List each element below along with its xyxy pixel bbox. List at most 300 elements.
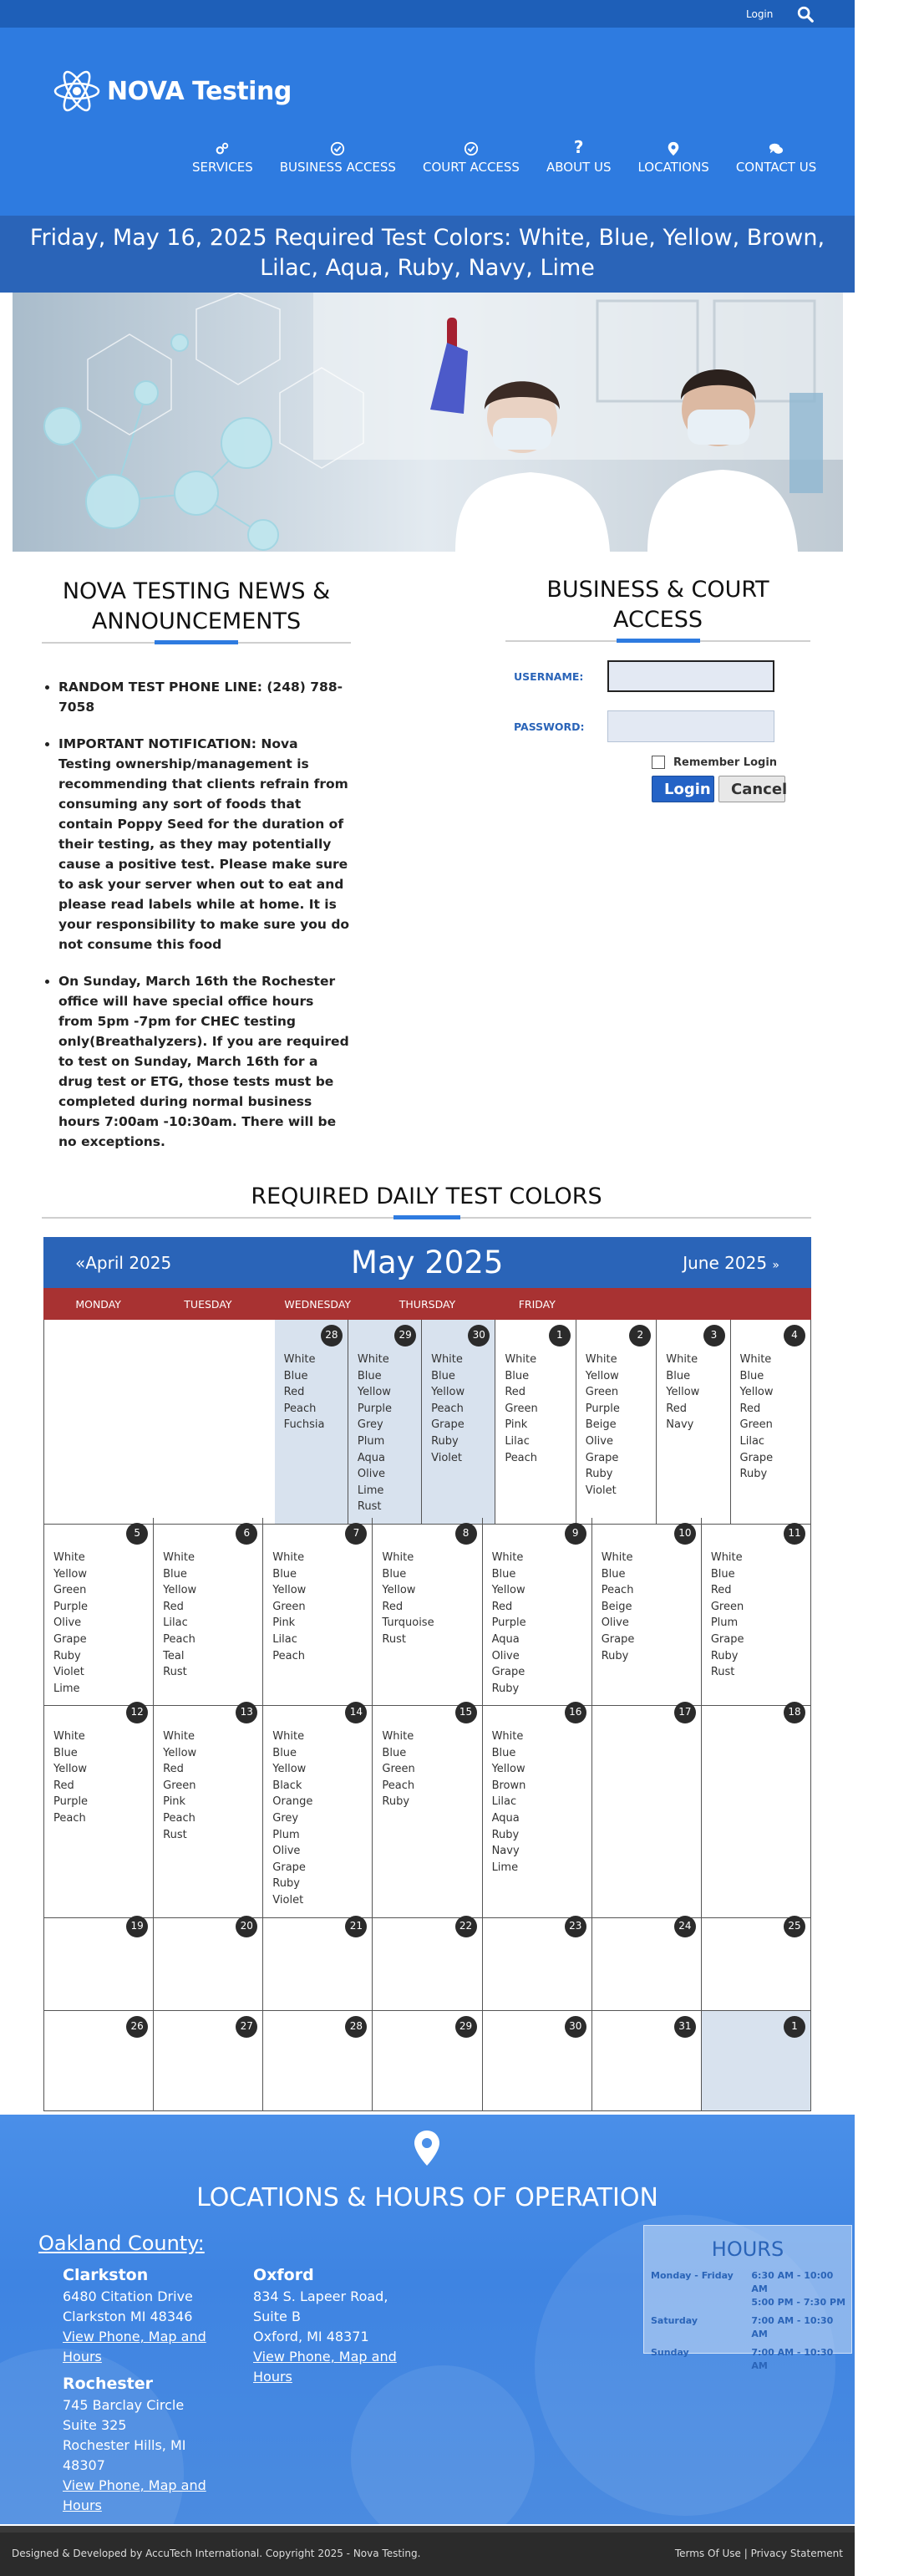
calendar-empty-cell <box>160 1320 275 1525</box>
calendar-day-cell <box>154 1518 263 1706</box>
terms-link[interactable]: Terms Of Use <box>674 2548 741 2559</box>
color-entry: Grey <box>357 1418 383 1432</box>
color-entry: Green <box>163 1779 196 1792</box>
check-circle-icon <box>330 141 345 156</box>
prev-month-link[interactable] <box>75 1253 171 1273</box>
color-entry: Yellow <box>53 1567 88 1581</box>
color-entry: White <box>710 1551 743 1564</box>
next-month-link[interactable] <box>683 1253 779 1273</box>
hours-day: Saturday <box>651 2315 698 2326</box>
atom-icon <box>52 66 102 116</box>
day-number: 18 <box>784 1702 805 1723</box>
color-entry: Pink <box>505 1418 528 1432</box>
color-entry: Pink <box>272 1616 296 1630</box>
day-number: 11 <box>784 1523 805 1545</box>
color-list <box>666 1352 721 1433</box>
calendar-day-cell <box>731 1320 812 1525</box>
day-number: 2 <box>629 1325 651 1347</box>
calendar-day-cell <box>657 1320 730 1525</box>
color-entry: Plum <box>272 1828 300 1841</box>
color-entry: Peach <box>431 1402 464 1415</box>
color-entry: Grape <box>272 1861 306 1874</box>
color-entry: Green <box>710 1600 744 1613</box>
day-number: 27 <box>236 2016 257 2038</box>
color-entry: Blue <box>505 1369 530 1382</box>
color-entry: Ruby <box>601 1649 629 1662</box>
color-entry: Rust <box>163 1666 187 1679</box>
color-list <box>711 1550 802 1681</box>
calendar-title: REQUIRED DAILY TEST COLORS <box>251 1184 602 1209</box>
color-list <box>492 1728 583 1876</box>
news-item: • IMPORTANT NOTIFICATION: Nova Testing ownership/management is recommending that clients refrain from consuming any sort of foods that contain Poppy Seed for the duration of their testing, as they may potentially cause a positive test. Please make sure to ask your server when out to eat and please read labels while at home. It is your responsibility to make sure you do not consume this food <box>58 734 351 955</box>
office-name: Rochester <box>63 2375 154 2393</box>
color-entry: Teal <box>163 1649 185 1662</box>
color-entry: Aqua <box>491 1632 520 1646</box>
color-entry: Grape <box>710 1632 744 1646</box>
color-entry: White <box>272 1730 305 1743</box>
color-entry: Olive <box>53 1616 82 1630</box>
calendar-day-cell <box>422 1320 495 1525</box>
day-number: 22 <box>455 1916 477 1937</box>
office-address-line: Suite B <box>253 2309 301 2324</box>
color-entry: Purple <box>357 1402 392 1415</box>
news-list <box>42 677 351 1152</box>
color-entry: White <box>163 1551 195 1564</box>
color-entry: Blue <box>283 1369 308 1382</box>
day-number: 31 <box>674 2016 696 2038</box>
weekday-row <box>43 1288 811 1320</box>
top-bar <box>0 0 855 28</box>
main-nav <box>192 138 816 175</box>
color-entry: Red <box>505 1386 526 1399</box>
day-number: 29 <box>455 2016 477 2038</box>
color-entry: Yellow <box>491 1763 525 1776</box>
color-entry: Red <box>163 1763 184 1776</box>
day-number: 7 <box>345 1523 367 1545</box>
color-entry: Grey <box>272 1811 299 1825</box>
color-entry: Purple <box>53 1600 89 1613</box>
calendar-day-cell <box>154 2011 263 2111</box>
color-list <box>740 1352 803 1483</box>
calendar-day-cell <box>373 2011 482 2111</box>
color-entry: White <box>601 1551 633 1564</box>
color-entry: White <box>382 1730 414 1743</box>
color-entry: Red <box>382 1600 404 1613</box>
login-section <box>505 575 810 802</box>
locations-title: LOCATIONS & HOURS OF OPERATION <box>196 2183 658 2212</box>
calendar-day-cell <box>702 1518 811 1706</box>
remember-login[interactable] <box>652 756 810 769</box>
color-list <box>431 1352 486 1466</box>
calendar-day-cell <box>702 1911 811 2011</box>
privacy-link[interactable]: Privacy Statement <box>750 2548 843 2559</box>
color-entry: White <box>585 1353 617 1366</box>
color-entry: Violet <box>272 1893 304 1907</box>
access-title: BUSINESS & COURT ACCESS <box>546 577 769 633</box>
color-entry: Grape <box>491 1666 525 1679</box>
color-list <box>492 1550 583 1697</box>
calendar-day-cell <box>154 1911 263 2011</box>
color-list <box>358 1352 413 1515</box>
color-list <box>272 1728 363 1909</box>
nav-label: ABOUT US <box>546 160 612 175</box>
search-icon[interactable] <box>796 5 815 23</box>
color-entry: White <box>505 1353 537 1366</box>
color-entry: Lime <box>491 1861 519 1874</box>
color-entry: Yellow <box>53 1763 88 1776</box>
hours-row <box>651 2269 851 2309</box>
nav-services[interactable] <box>192 138 253 175</box>
calendar-empty-cell <box>44 1320 160 1525</box>
color-list <box>586 1352 648 1499</box>
prev-month-label: April 2025 <box>85 1252 172 1273</box>
next-month-label: June 2025 <box>683 1252 768 1273</box>
login-button[interactable]: Login <box>652 776 714 802</box>
color-entry: Plum <box>357 1434 385 1448</box>
calendar-day-cell <box>702 1697 811 1918</box>
day-number: 29 <box>394 1325 416 1347</box>
color-entry: Blue <box>163 1567 187 1581</box>
color-entry: Green <box>382 1763 415 1776</box>
color-entry: Ruby <box>710 1649 739 1662</box>
calendar-day-cell <box>495 1320 576 1525</box>
calendar-day-cell <box>44 1697 154 1918</box>
calendar-day-cell <box>263 1518 373 1706</box>
county-heading[interactable]: Oakland County: <box>38 2232 205 2255</box>
calendar-day-cell <box>483 2011 592 2111</box>
color-entry: Peach <box>272 1649 306 1662</box>
color-entry: Peach <box>283 1402 317 1415</box>
calendar-day-cell <box>154 1697 263 1918</box>
calendar-header <box>43 1237 811 1288</box>
color-entry: Blue <box>431 1369 455 1382</box>
nav-label: BUSINESS ACCESS <box>279 160 396 175</box>
test-colors-calendar <box>43 1237 811 2111</box>
color-list <box>163 1728 254 1843</box>
color-entry: Grape <box>739 1451 774 1464</box>
color-entry: Olive <box>357 1468 386 1481</box>
hours-day: Monday - Friday <box>651 2270 734 2281</box>
color-entry: Green <box>585 1386 619 1399</box>
color-entry: Yellow <box>491 1584 525 1597</box>
news-item: • On Sunday, March 16th the Rochester office will have special office hours from 5pm -7pm for CHEC testing only(Breathalyzers). If you are required to test on Sunday, March 16th for a drug test or ETG, those tests must be completed during normal business hours 7:00am -10:30am. There will be no exceptions. <box>58 971 351 1152</box>
site-footer <box>0 2526 855 2576</box>
day-number: 17 <box>674 1702 696 1723</box>
color-entry: Grape <box>601 1632 635 1646</box>
news-title: NOVA TESTING NEWS & ANNOUNCEMENTS <box>62 578 331 634</box>
color-entry: White <box>53 1730 85 1743</box>
calendar-week-row <box>43 1518 811 1697</box>
hero-lab-image <box>13 293 843 552</box>
day-number: 30 <box>565 2016 586 2038</box>
password-row <box>505 710 810 742</box>
hours-time: 7:00 AM - 10:30 AM <box>751 2315 834 2339</box>
nav-locations[interactable] <box>637 138 708 175</box>
color-entry: Aqua <box>491 1811 520 1825</box>
color-list <box>505 1352 566 1466</box>
weekday-label: MONDAY <box>75 1297 121 1311</box>
color-entry: Ruby <box>431 1434 459 1448</box>
color-entry: Green <box>505 1402 538 1415</box>
color-entry: Lilac <box>505 1434 530 1448</box>
color-entry: Yellow <box>431 1386 465 1399</box>
title-divider <box>505 640 810 642</box>
username-input[interactable] <box>607 660 774 692</box>
day-number: 26 <box>126 2016 148 2038</box>
color-list <box>272 1550 363 1664</box>
day-number: 1 <box>784 2016 805 2038</box>
calendar-day-cell <box>263 1911 373 2011</box>
cancel-button[interactable]: Cancel <box>718 776 785 802</box>
question-icon: ? <box>573 137 584 157</box>
calendar-day-cell <box>592 1697 702 1918</box>
office-address-line: 834 S. Lapeer Road, <box>253 2288 388 2304</box>
nav-label: LOCATIONS <box>637 160 709 175</box>
hero-illustration <box>13 293 843 552</box>
office-details-link[interactable]: View Phone, Map and Hours <box>63 2329 206 2365</box>
color-entry: Peach <box>601 1584 634 1597</box>
hours-row <box>651 2314 851 2341</box>
color-entry: White <box>666 1353 698 1366</box>
day-number: 1 <box>549 1325 571 1347</box>
calendar-day-cell <box>263 2011 373 2111</box>
color-entry: Lime <box>357 1484 384 1497</box>
nav-contact-us[interactable] <box>736 138 816 175</box>
color-entry: Olive <box>272 1845 301 1858</box>
color-entry: Olive <box>601 1616 629 1630</box>
calendar-week-row <box>43 1911 811 2011</box>
color-entry: Purple <box>53 1795 89 1809</box>
day-number: 8 <box>455 1523 477 1545</box>
color-entry: Navy <box>491 1845 520 1858</box>
color-entry: Green <box>272 1600 306 1613</box>
color-list <box>382 1728 473 1810</box>
color-entry: Lilac <box>739 1434 765 1448</box>
hours-day: Sunday <box>651 2347 689 2358</box>
color-entry: Yellow <box>585 1369 619 1382</box>
color-entry: Blue <box>357 1369 382 1382</box>
nav-business-access[interactable] <box>280 138 396 175</box>
color-entry: Peach <box>505 1451 538 1464</box>
title-divider <box>42 1217 811 1219</box>
color-entry: Grape <box>431 1418 465 1432</box>
color-list <box>284 1352 339 1433</box>
color-entry: Beige <box>601 1600 632 1613</box>
nav-label: SERVICES <box>192 160 253 175</box>
day-number: 19 <box>126 1916 148 1937</box>
office-oxford <box>253 2265 424 2387</box>
calendar-day-cell <box>702 2011 811 2111</box>
color-entry: Turquoise <box>382 1616 434 1630</box>
calendar-day-cell <box>576 1320 657 1525</box>
day-number: 28 <box>345 2016 367 2038</box>
color-list <box>602 1550 693 1664</box>
color-entry: Green <box>739 1418 773 1432</box>
color-entry: Rust <box>382 1632 406 1646</box>
locations-section <box>0 2115 855 2524</box>
color-list <box>163 1550 254 1681</box>
double-chevron-left-icon: « <box>75 1252 86 1273</box>
username-row <box>505 660 810 692</box>
calendar-heading <box>42 1182 811 1219</box>
day-number: 16 <box>565 1702 586 1723</box>
day-number: 15 <box>455 1702 477 1723</box>
color-entry: Beige <box>585 1418 617 1432</box>
brand-name: NOVA Testing <box>107 76 292 106</box>
calendar-day-cell <box>592 2011 702 2111</box>
color-entry: Yellow <box>739 1386 774 1399</box>
color-entry: Peach <box>163 1811 195 1825</box>
day-number: 13 <box>236 1702 257 1723</box>
calendar-day-cell <box>483 1911 592 2011</box>
color-entry: Peach <box>163 1632 195 1646</box>
color-entry: Blue <box>666 1369 691 1382</box>
color-entry: White <box>382 1551 414 1564</box>
calendar-day-cell <box>373 1518 482 1706</box>
color-entry: Purple <box>585 1402 620 1415</box>
color-entry: Blue <box>382 1746 407 1759</box>
color-entry: Violet <box>431 1451 462 1464</box>
color-entry: Ruby <box>491 1682 520 1695</box>
office-address-line: 6480 Citation Drive <box>63 2288 193 2304</box>
color-entry: Red <box>666 1402 687 1415</box>
color-entry: Grape <box>53 1632 87 1646</box>
calendar-day-cell <box>44 1518 154 1706</box>
office-name: Clarkston <box>63 2266 149 2284</box>
color-entry: Pink <box>163 1795 186 1809</box>
color-entry: Lime <box>53 1682 80 1695</box>
color-entry: Black <box>272 1779 302 1792</box>
calendar-week-row <box>43 2011 811 2111</box>
calendar-day-cell <box>483 1697 592 1918</box>
day-number: 25 <box>784 1916 805 1937</box>
color-list <box>53 1550 145 1697</box>
color-entry: Blue <box>710 1567 735 1581</box>
day-number: 12 <box>126 1702 148 1723</box>
calendar-day-cell <box>592 1518 702 1706</box>
news-section <box>42 577 351 1168</box>
color-entry: Navy <box>666 1418 694 1432</box>
day-number: 24 <box>674 1916 696 1937</box>
weekday-label: FRIDAY <box>518 1297 556 1311</box>
color-entry: Yellow <box>163 1584 197 1597</box>
color-entry: Plum <box>710 1616 739 1630</box>
weekday-label: WEDNESDAY <box>284 1297 352 1311</box>
day-number: 6 <box>236 1523 257 1545</box>
office-details-link[interactable]: View Phone, Map and Hours <box>253 2349 397 2385</box>
hours-time: 6:30 AM - 10:00 AM 5:00 PM - 7:30 PM <box>751 2270 846 2308</box>
day-number: 28 <box>321 1325 343 1347</box>
calendar-week-row <box>43 1320 811 1518</box>
day-number: 4 <box>784 1325 805 1347</box>
color-entry: Peach <box>53 1811 86 1825</box>
site-logo[interactable] <box>52 66 292 116</box>
color-entry: Red <box>491 1600 513 1613</box>
calendar-day-cell <box>44 1911 154 2011</box>
weekday-label: THURSDAY <box>399 1297 456 1311</box>
login-buttons <box>652 776 810 802</box>
color-entry: Rust <box>357 1500 382 1514</box>
color-entry: White <box>491 1551 524 1564</box>
chat-icon <box>769 141 784 156</box>
color-entry: Yellow <box>382 1584 416 1597</box>
hours-time: 7:00 AM - 10:30 AM <box>751 2347 834 2371</box>
color-entry: Brown <box>491 1779 526 1792</box>
remember-checkbox[interactable] <box>652 756 665 769</box>
day-number: 23 <box>565 1916 586 1937</box>
color-entry: White <box>739 1353 772 1366</box>
color-entry: Lilac <box>272 1632 297 1646</box>
calendar-day-cell <box>373 1697 482 1918</box>
password-label: PASSWORD: <box>514 720 585 733</box>
news-item: • RANDOM TEST PHONE LINE: (248) 788-7058 <box>58 677 351 717</box>
nav-about-us[interactable] <box>546 138 612 175</box>
office-address-line: Oxford, MI 48371 <box>253 2329 369 2344</box>
color-entry: Olive <box>585 1434 613 1448</box>
color-entry: Blue <box>739 1369 764 1382</box>
color-entry: White <box>491 1730 524 1743</box>
color-entry: Olive <box>491 1649 520 1662</box>
current-month: May 2025 <box>351 1245 504 1280</box>
color-entry: Blue <box>272 1567 297 1581</box>
day-number: 20 <box>236 1916 257 1937</box>
day-number: 30 <box>468 1325 490 1347</box>
office-clarkston <box>63 2265 234 2367</box>
check-circle-icon <box>464 141 479 156</box>
color-entry: Rust <box>710 1666 735 1679</box>
calendar-day-cell <box>263 1697 373 1918</box>
color-entry: Yellow <box>272 1584 307 1597</box>
color-entry: Red <box>739 1402 761 1415</box>
site-header <box>0 28 855 216</box>
color-entry: White <box>431 1353 463 1366</box>
color-entry: Red <box>163 1600 184 1613</box>
color-entry: Rust <box>163 1828 187 1841</box>
color-entry: Orange <box>272 1795 313 1809</box>
color-entry: Grape <box>585 1451 619 1464</box>
calendar-day-cell <box>483 1518 592 1706</box>
color-list <box>53 1728 145 1827</box>
title-divider <box>42 642 351 644</box>
color-entry: Yellow <box>163 1746 197 1759</box>
color-entry: Purple <box>491 1616 526 1630</box>
color-entry: Yellow <box>272 1763 307 1776</box>
password-input[interactable] <box>607 710 774 742</box>
color-entry: Ruby <box>53 1649 81 1662</box>
top-login-link[interactable]: Login <box>746 8 774 20</box>
calendar-day-cell <box>592 1911 702 2011</box>
color-entry: Red <box>710 1584 732 1597</box>
color-entry: White <box>53 1551 85 1564</box>
remember-label: Remember Login <box>673 756 778 769</box>
color-entry: Blue <box>382 1567 407 1581</box>
map-pin-icon <box>666 141 681 156</box>
nav-court-access[interactable] <box>423 138 520 175</box>
calendar-day-cell <box>373 1911 482 2011</box>
color-entry: White <box>272 1551 305 1564</box>
weekday-label: TUESDAY <box>184 1297 232 1311</box>
color-entry: Red <box>53 1779 74 1792</box>
day-number: 14 <box>345 1702 367 1723</box>
color-entry: Yellow <box>666 1386 700 1399</box>
office-details-link[interactable]: View Phone, Map and Hours <box>63 2477 206 2513</box>
copyright-text: Designed & Developed by AccuTech International. Copyright 2025 - Nova Testing. <box>12 2548 421 2559</box>
color-entry: Aqua <box>357 1451 386 1464</box>
day-number: 5 <box>126 1523 148 1545</box>
day-number: 10 <box>674 1523 696 1545</box>
color-entry: Blue <box>53 1746 78 1759</box>
color-entry: Blue <box>601 1567 626 1581</box>
